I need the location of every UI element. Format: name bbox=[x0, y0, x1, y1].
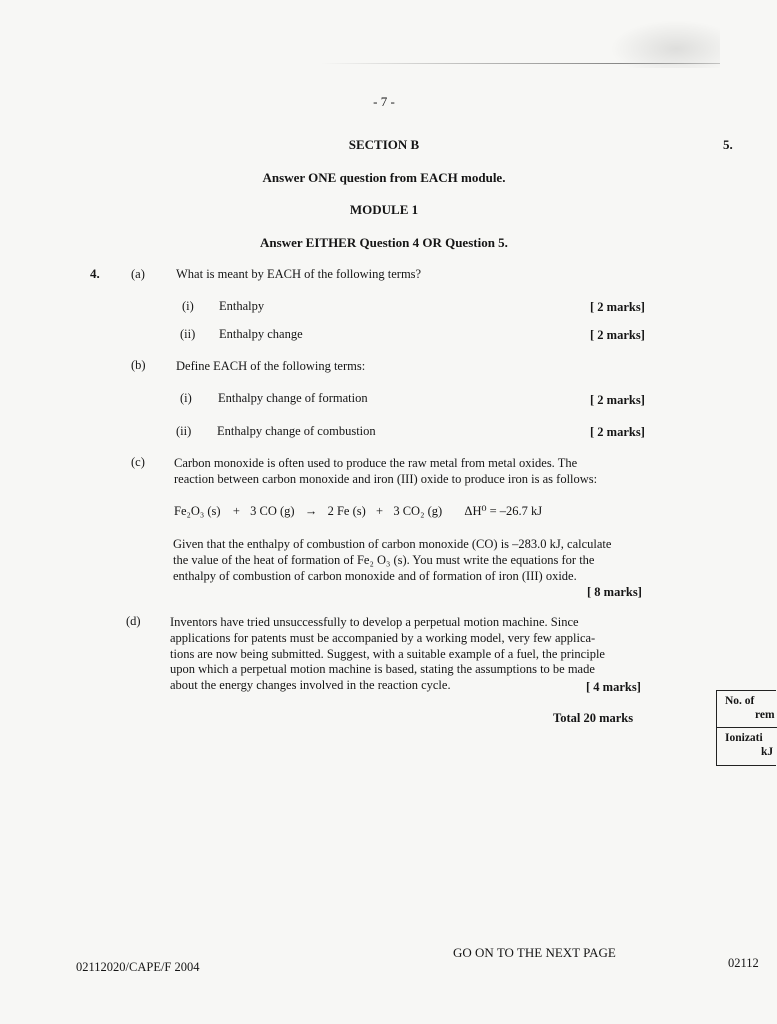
part-a-i-label: (i) bbox=[182, 299, 194, 313]
equation-co: 3 CO (g) bbox=[250, 504, 295, 518]
part-b-i-marks: [ 2 marks] bbox=[590, 393, 645, 407]
table-cell: rem bbox=[755, 709, 775, 721]
part-a-ii-marks: [ 2 marks] bbox=[590, 328, 645, 342]
part-c-intro-line: Carbon monoxide is often used to produce the raw metal from metal oxides. The bbox=[174, 456, 578, 470]
equation-delta-h: ΔH⁰ = –26.7 kJ bbox=[464, 504, 543, 518]
part-c-intro bbox=[174, 456, 597, 488]
part-a-i-marks: [ 2 marks] bbox=[590, 300, 645, 314]
part-b-ii-text: Enthalpy change of combustion bbox=[217, 424, 376, 438]
part-a-ii-text: Enthalpy change bbox=[219, 327, 303, 341]
part-d-line: upon which a perpetual motion machine is based, stating the assumptions to be made bbox=[170, 662, 595, 677]
section-heading: SECTION B bbox=[348, 137, 420, 152]
part-d-line: tions are now being submitted. Suggest, with a suitable example of a fuel, the principle bbox=[170, 646, 605, 661]
part-b-ii-marks: [ 2 marks] bbox=[590, 425, 645, 439]
adjacent-page-table bbox=[716, 690, 776, 766]
page-number: - 7 - bbox=[373, 94, 395, 109]
part-c-label: (c) bbox=[131, 455, 145, 469]
part-c-marks: [ 8 marks] bbox=[587, 585, 642, 599]
module-instruction: Answer EITHER Question 4 OR Question 5. bbox=[260, 235, 508, 250]
equation-co2: 3 CO₂ (g) bbox=[393, 504, 443, 518]
part-b-ii-label: (ii) bbox=[176, 424, 192, 438]
total-marks: Total 20 marks bbox=[553, 711, 634, 725]
section-instruction: Answer ONE question from EACH module. bbox=[262, 170, 506, 185]
scan-line-artifact bbox=[320, 63, 720, 64]
adjacent-paper-code: 02112 bbox=[728, 956, 759, 970]
margin-question-number: 5. bbox=[723, 137, 733, 152]
part-d-line: Inventors have tried unsuccessfully to develop a perpetual motion machine. Since bbox=[170, 615, 579, 629]
equation-plus: + bbox=[376, 504, 384, 518]
equation-arrow: → bbox=[304, 504, 318, 518]
part-a-i-text: Enthalpy bbox=[219, 299, 265, 313]
reaction-equation bbox=[174, 503, 542, 519]
table-cell: No. of bbox=[725, 695, 755, 707]
table-cell: kJ bbox=[761, 746, 774, 758]
table-cell: Ionizati bbox=[725, 732, 763, 744]
part-b-i-text: Enthalpy change of formation bbox=[218, 391, 368, 405]
equation-fe: 2 Fe (s) bbox=[327, 504, 366, 518]
part-a-label: (a) bbox=[131, 267, 145, 281]
part-c-given-line: Given that the enthalpy of combustion of carbon monoxide (CO) is –283.0 kJ, calculate bbox=[173, 537, 612, 551]
scan-artifact bbox=[610, 20, 720, 68]
part-d-line: applications for patents must be accompanied by a working model, very few applica- bbox=[170, 630, 596, 645]
part-c-given-line: enthalpy of combustion of carbon monoxide and of formation of iron (III) oxide. bbox=[173, 568, 577, 583]
part-c-given bbox=[173, 537, 611, 584]
paper-code: 02112020/CAPE/F 2004 bbox=[76, 960, 200, 974]
part-a-text: What is meant by EACH of the following terms? bbox=[176, 267, 422, 281]
part-d-line: about the energy changes involved in the reaction cycle. bbox=[170, 678, 451, 693]
part-a-ii-label: (ii) bbox=[180, 327, 196, 341]
part-c-given-line: the value of the heat of formation of Fe₂ O₃ (s). You must write the equations for the bbox=[173, 552, 595, 567]
part-b-label: (b) bbox=[131, 358, 146, 372]
equation-fe2o3: Fe₂O₃ (s) bbox=[174, 504, 221, 518]
part-c-intro-line: reaction between carbon monoxide and iron (III) oxide to produce iron is as follows: bbox=[174, 471, 598, 486]
table-row bbox=[717, 728, 777, 765]
next-page-notice: GO ON TO THE NEXT PAGE bbox=[453, 945, 616, 960]
question-number: 4. bbox=[90, 266, 100, 281]
module-heading: MODULE 1 bbox=[349, 202, 419, 217]
part-d-marks: [ 4 marks] bbox=[586, 680, 641, 694]
part-d-label: (d) bbox=[126, 614, 141, 628]
table-row bbox=[717, 691, 777, 728]
part-b-text: Define EACH of the following terms: bbox=[176, 359, 366, 373]
equation-plus: + bbox=[232, 504, 240, 518]
part-b-i-label: (i) bbox=[180, 391, 192, 405]
part-d-text bbox=[170, 615, 605, 694]
